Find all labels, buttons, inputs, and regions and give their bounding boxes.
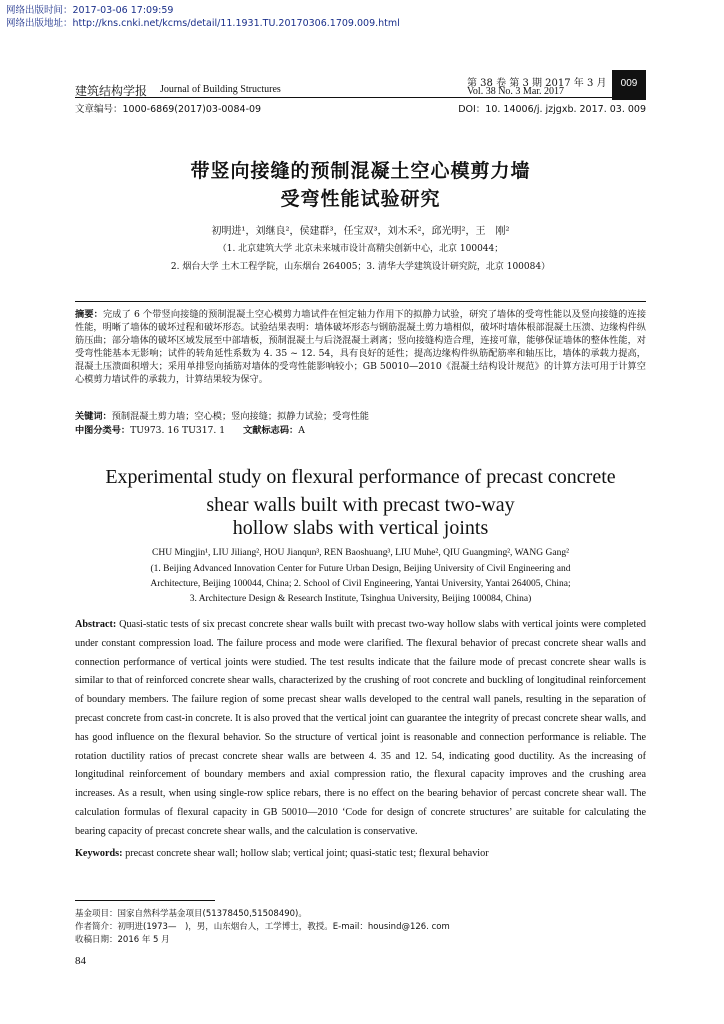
footnote-author-bio: 作者简介：初明进(1973— )，男，山东烟台人，工学博士，教授。E-mail：housind@126. com <box>75 922 450 932</box>
cn-affiliation-line1: （1. 北京建筑大学 北京未来城市设计高精尖创新中心，北京 100044； <box>217 244 504 254</box>
network-publish-time: 网络出版时间：2017-03-06 17:09:59 <box>6 5 174 16</box>
article-number: 文章编号：1000-6869(2017)03-0084-09 <box>75 104 262 115</box>
cn-abstract-text: 完成了 6 个带竖向接缝的预制混凝土空心模剪力墙试件在恒定轴力作用下的拟静力试验，研究了墙体的受弯性能以及竖向接缝的连接性能，明晰了墙体的破坏过程和破坏形态。试验结果表明：墙体破坏形态与钢筋混凝土剪力墙相似，破坏时墙体根部混凝土压溃、边缘构件纵筋压曲；部分墙体的破坏区域发展至中部墙板，预制混凝土与后浇混凝土剥离；竖向接缝构造合理，连接可靠，能够保证墙体的整体性能，对受弯性能基本无影响；试件的转角延性系数为 4. 35 ~ 12. 54，具有良好的延性；提高边缘构件纵筋配筋率和轴压比，墙体的承载力提高，混凝土压溃面积增大；采用单排竖向插筋对墙体的受弯性能影响较小；GB 50010—2010《混凝土结构设计规范》的计算方法可用于计算空心模剪力墙试件的承载力，计算结果较为保守。 <box>75 309 647 385</box>
footnote-fund: 基金项目：国家自然科学基金项目(51378450,51508490)。 <box>75 909 307 919</box>
page-code-box: 009 <box>612 70 646 100</box>
en-affiliation-line2: Architecture, Beijing 100044, China; 2. School of Civil Engineering, Yantai University, Yantai 264005, China; <box>150 579 571 589</box>
en-abstract <box>75 616 646 842</box>
en-affiliation-line1: (1. Beijing Advanced Innovation Center for Future Urban Design, Beijing University of Civil Engineering and <box>150 564 571 574</box>
cn-keywords: 关键词：预制混凝土剪力墙；空心模；竖向接缝；拟静力试验；受弯性能 <box>75 411 369 422</box>
volume-info-cn: 第 38 卷 第 3 期 2017 年 3 月 <box>467 78 607 89</box>
en-affiliation-line3: 3. Architecture Design & Research Institute, Tsinghua University, Beijing 100084, China) <box>189 594 532 604</box>
cn-title-line1: 带竖向接缝的预制混凝土空心模剪力墙 <box>190 160 531 182</box>
footnote-rule <box>75 900 215 901</box>
en-keywords: Keywords: precast concrete shear wall; hollow slab; vertical joint; quasi-static test; flexural behavior <box>75 848 489 859</box>
en-title-line1: Experimental study on flexural performance of precast concrete <box>105 466 616 488</box>
en-abstract-text: Quasi-static tests of six precast concrete shear walls built with precast two-way hollow slabs with vertical joints were completed under constant compression load. The failure process and mode were clarified. The flexural behavior of precast concrete shear walls and connection performance of vertical joints were studied. The test results indicate that the failure mode of precast concrete shear walls is similar to that of reinforced concrete shear walls, characterized by the crushing of root concrete and buckling of longitudinal reinforcement of boundary members. The failure region of some precast shear walls developed to the central wall panels, resulting in the separation of precast concrete from cast-in concrete. It is also proved that the vertical joint can guarantee the integrity of precast concrete shear walls, and has good influence on the flexural behavior. So the structure of vertical joint is reasonable and connection performance is reliable. The rotation ductility ratios of precast concrete shear walls are between 4. 35 and 12. 54, indicating good ductility. As the increasing of longitudinal reinforcement of boundary members and axial compression ratio, the flexural capacity improves and the crushing area increases. As a result, when using single-row splice rebars, there is no effect on the bearing behavior of percast concrete shear wall. The calculation formulas of flexural capacity in GB 50010—2010 ‘Code for design of concrete structures’ are suitable for calculating the bearing capacity of precast concrete shear walls, and the calculation is conservative. <box>75 619 647 837</box>
cn-affiliation-line2: 2. 烟台大学 土木工程学院，山东烟台 264005；3. 清华大学建筑设计研究院，北京 100084） <box>170 262 551 272</box>
en-abstract-label: Abstract: <box>75 619 117 630</box>
journal-name-cn: 建筑结构学报 <box>75 84 148 98</box>
cn-abstract-label: 摘要： <box>75 309 103 320</box>
cn-authors: 初明进¹，刘继良²，侯建群³，任宝双³，刘木禾²，邱光明²，王 刚² <box>211 226 510 237</box>
cn-classification: 中图分类号：TU973. 16 TU317. 1 文献标志码：A <box>75 425 305 436</box>
cn-title-line2: 受弯性能试验研究 <box>280 188 441 210</box>
en-authors: CHU Mingjin¹, LIU Jiliang², HOU Jianqun³, REN Baoshuang³, LIU Muhe², QIU Guangming², WANG Gang² <box>152 548 569 558</box>
cn-abstract <box>75 309 646 386</box>
en-title-line3: hollow slabs with vertical joints <box>232 517 489 539</box>
doi: DOI：10. 14006/j. jzjgxb. 2017. 03. 009 <box>458 104 646 115</box>
header-rule <box>75 97 646 98</box>
journal-name-en: Journal of Building Structures <box>160 84 281 95</box>
volume-info-en: Vol. 38 No. 3 Mar. 2017 <box>467 86 565 97</box>
page-number: 84 <box>75 955 86 967</box>
en-title-line2: shear walls built with precast two-way <box>206 494 515 516</box>
network-url-link[interactable]: http://kns.cnki.net/kcms/detail/11.1931.TU.20170306.1709.009.html <box>72 18 400 29</box>
footnote-received-date: 收稿日期：2016 年 5 月 <box>75 935 170 945</box>
network-publish-url: 网络出版地址：http://kns.cnki.net/kcms/detail/11.1931.TU.20170306.1709.009.html <box>6 18 400 29</box>
abstract-top-rule <box>75 301 646 302</box>
